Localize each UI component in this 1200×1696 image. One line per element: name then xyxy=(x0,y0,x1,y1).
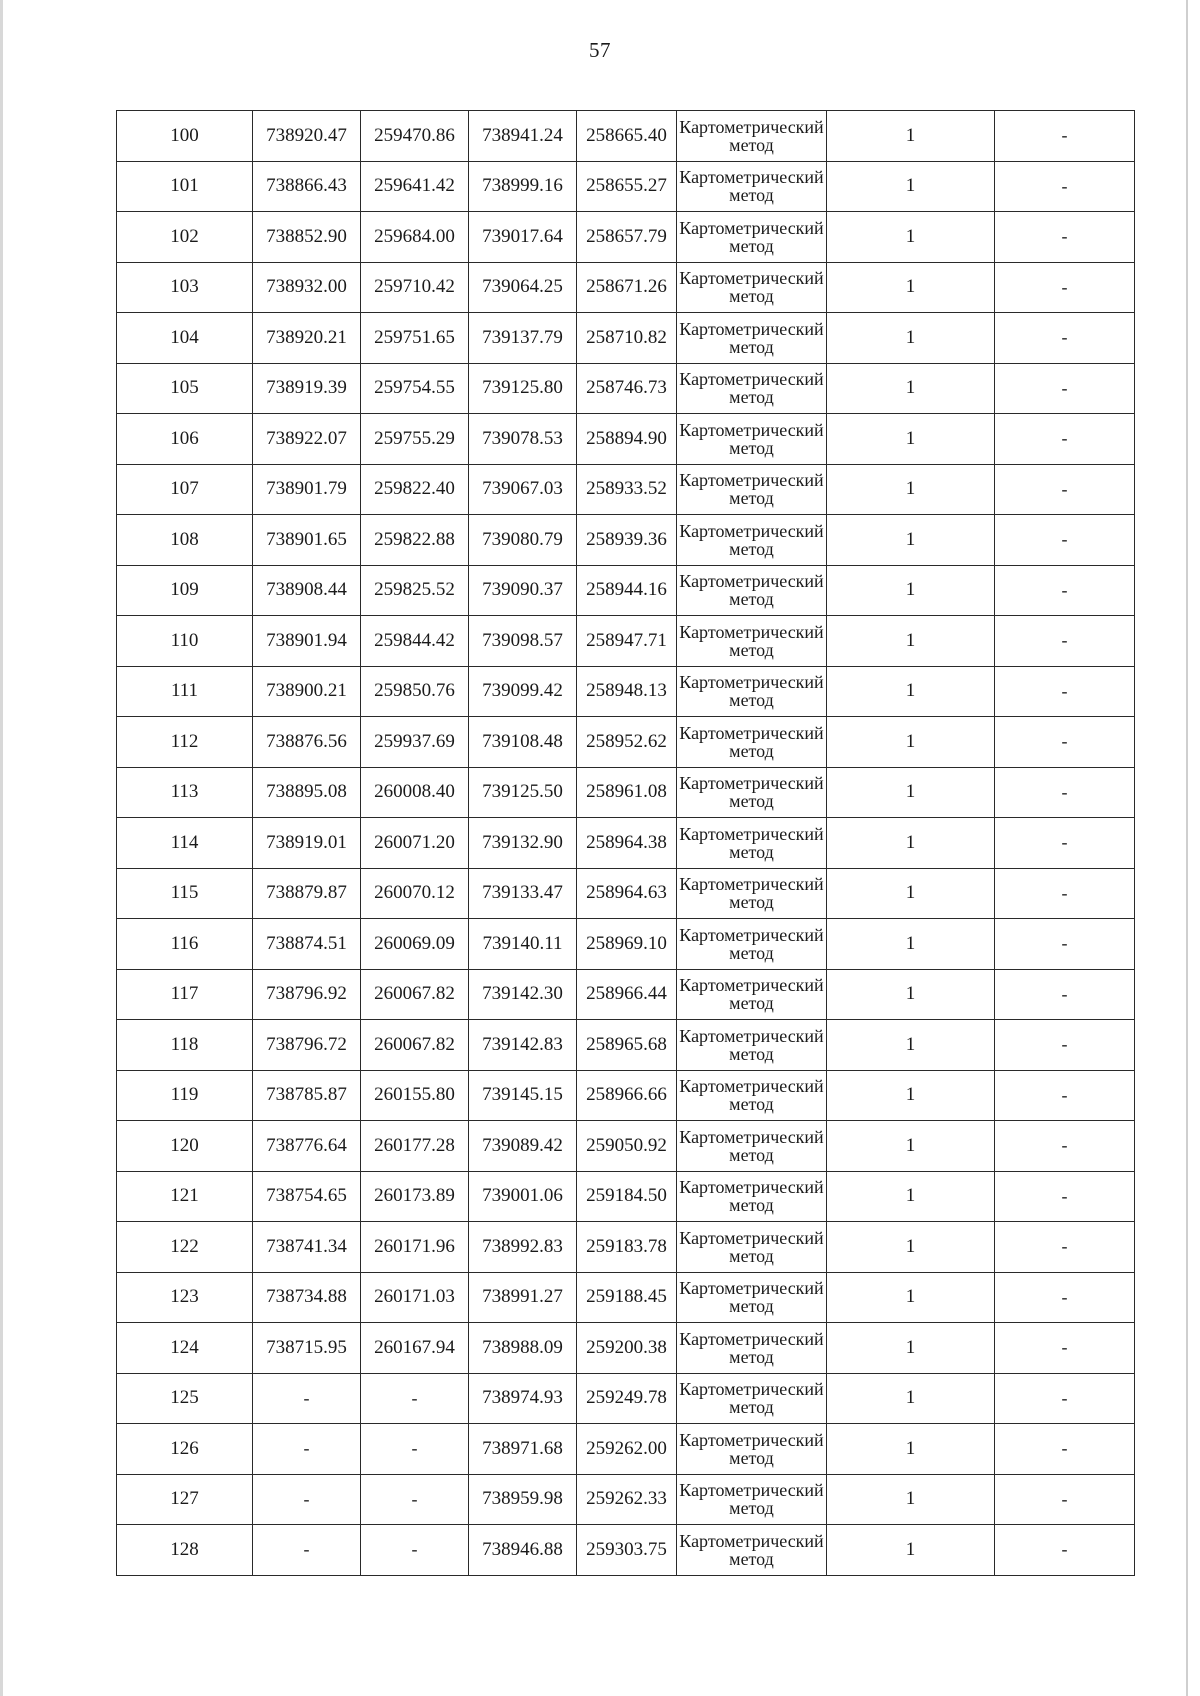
x-old-cell: - xyxy=(253,1525,361,1576)
x-new-cell: 739125.80 xyxy=(469,363,577,414)
y-old-cell: 260070.12 xyxy=(361,868,469,919)
method-cell: Картометрический метод xyxy=(677,1171,827,1222)
x-old-cell: 738876.56 xyxy=(253,717,361,768)
y-new-cell: 259249.78 xyxy=(577,1373,677,1424)
table-row xyxy=(117,717,1135,768)
x-old-cell: 738901.79 xyxy=(253,464,361,515)
x-new-cell: 738959.98 xyxy=(469,1474,577,1525)
method-cell: Картометрический метод xyxy=(677,1525,827,1576)
accuracy-cell: 1 xyxy=(827,1525,995,1576)
x-new-cell: 739133.47 xyxy=(469,868,577,919)
x-new-cell: 738971.68 xyxy=(469,1424,577,1475)
note-cell: - xyxy=(995,464,1135,515)
method-cell: Картометрический метод xyxy=(677,161,827,212)
x-new-cell: 739132.90 xyxy=(469,818,577,869)
note-cell: - xyxy=(995,1424,1135,1475)
note-cell: - xyxy=(995,1323,1135,1374)
y-new-cell: 259184.50 xyxy=(577,1171,677,1222)
x-old-cell: 738852.90 xyxy=(253,212,361,263)
y-old-cell: 260067.82 xyxy=(361,1020,469,1071)
y-new-cell: 258966.66 xyxy=(577,1070,677,1121)
note-cell: - xyxy=(995,767,1135,818)
scan-right-edge xyxy=(1186,0,1188,1696)
point-number-cell: 103 xyxy=(117,262,253,313)
point-number-cell: 126 xyxy=(117,1424,253,1475)
table-row xyxy=(117,1070,1135,1121)
table-row xyxy=(117,262,1135,313)
x-new-cell: 738974.93 xyxy=(469,1373,577,1424)
x-new-cell: 739142.30 xyxy=(469,969,577,1020)
point-number-cell: 101 xyxy=(117,161,253,212)
y-old-cell: 260171.96 xyxy=(361,1222,469,1273)
x-new-cell: 739137.79 xyxy=(469,313,577,364)
x-new-cell: 739140.11 xyxy=(469,919,577,970)
table-row xyxy=(117,1222,1135,1273)
x-old-cell: 738919.39 xyxy=(253,363,361,414)
note-cell: - xyxy=(995,565,1135,616)
x-new-cell: 739001.06 xyxy=(469,1171,577,1222)
y-new-cell: 259183.78 xyxy=(577,1222,677,1273)
method-cell: Картометрический метод xyxy=(677,565,827,616)
accuracy-cell: 1 xyxy=(827,212,995,263)
accuracy-cell: 1 xyxy=(827,868,995,919)
accuracy-cell: 1 xyxy=(827,1424,995,1475)
x-new-cell: 739098.57 xyxy=(469,616,577,667)
table-row xyxy=(117,1323,1135,1374)
y-new-cell: 258952.62 xyxy=(577,717,677,768)
x-old-cell: 738919.01 xyxy=(253,818,361,869)
method-cell: Картометрический метод xyxy=(677,1474,827,1525)
y-old-cell: - xyxy=(361,1424,469,1475)
table-row xyxy=(117,1020,1135,1071)
accuracy-cell: 1 xyxy=(827,1070,995,1121)
method-cell: Картометрический метод xyxy=(677,1373,827,1424)
point-number-cell: 124 xyxy=(117,1323,253,1374)
accuracy-cell: 1 xyxy=(827,1121,995,1172)
method-cell: Картометрический метод xyxy=(677,111,827,162)
method-cell: Картометрический метод xyxy=(677,414,827,465)
x-old-cell: 738715.95 xyxy=(253,1323,361,1374)
y-old-cell: 260167.94 xyxy=(361,1323,469,1374)
x-new-cell: 739108.48 xyxy=(469,717,577,768)
y-old-cell: 259822.40 xyxy=(361,464,469,515)
point-number-cell: 119 xyxy=(117,1070,253,1121)
y-old-cell: - xyxy=(361,1525,469,1576)
y-new-cell: 258966.44 xyxy=(577,969,677,1020)
x-old-cell: 738734.88 xyxy=(253,1272,361,1323)
point-number-cell: 120 xyxy=(117,1121,253,1172)
method-cell: Картометрический метод xyxy=(677,1070,827,1121)
note-cell: - xyxy=(995,1222,1135,1273)
point-number-cell: 106 xyxy=(117,414,253,465)
y-new-cell: 258746.73 xyxy=(577,363,677,414)
x-new-cell: 738999.16 xyxy=(469,161,577,212)
x-new-cell: 738988.09 xyxy=(469,1323,577,1374)
y-old-cell: - xyxy=(361,1373,469,1424)
point-number-cell: 112 xyxy=(117,717,253,768)
accuracy-cell: 1 xyxy=(827,313,995,364)
x-old-cell: 738901.65 xyxy=(253,515,361,566)
y-new-cell: 258894.90 xyxy=(577,414,677,465)
table-row xyxy=(117,1525,1135,1576)
note-cell: - xyxy=(995,515,1135,566)
point-number-cell: 118 xyxy=(117,1020,253,1071)
y-new-cell: 258657.79 xyxy=(577,212,677,263)
method-cell: Картометрический метод xyxy=(677,969,827,1020)
note-cell: - xyxy=(995,262,1135,313)
y-new-cell: 258969.10 xyxy=(577,919,677,970)
y-new-cell: 258964.38 xyxy=(577,818,677,869)
table-row xyxy=(117,666,1135,717)
note-cell: - xyxy=(995,111,1135,162)
accuracy-cell: 1 xyxy=(827,1323,995,1374)
x-new-cell: 738946.88 xyxy=(469,1525,577,1576)
note-cell: - xyxy=(995,818,1135,869)
note-cell: - xyxy=(995,969,1135,1020)
x-new-cell: 739064.25 xyxy=(469,262,577,313)
x-new-cell: 739017.64 xyxy=(469,212,577,263)
x-new-cell: 739145.15 xyxy=(469,1070,577,1121)
table-row xyxy=(117,1474,1135,1525)
table-row xyxy=(117,868,1135,919)
table-row xyxy=(117,363,1135,414)
y-new-cell: 258965.68 xyxy=(577,1020,677,1071)
table-row xyxy=(117,767,1135,818)
note-cell: - xyxy=(995,1525,1135,1576)
x-old-cell: 738796.92 xyxy=(253,969,361,1020)
y-new-cell: 259188.45 xyxy=(577,1272,677,1323)
y-old-cell: 259641.42 xyxy=(361,161,469,212)
point-number-cell: 115 xyxy=(117,868,253,919)
x-old-cell: - xyxy=(253,1373,361,1424)
point-number-cell: 109 xyxy=(117,565,253,616)
table-row xyxy=(117,919,1135,970)
note-cell: - xyxy=(995,1171,1135,1222)
point-number-cell: 104 xyxy=(117,313,253,364)
accuracy-cell: 1 xyxy=(827,1171,995,1222)
method-cell: Картометрический метод xyxy=(677,262,827,313)
accuracy-cell: 1 xyxy=(827,111,995,162)
y-old-cell: 259470.86 xyxy=(361,111,469,162)
note-cell: - xyxy=(995,1373,1135,1424)
y-new-cell: 259262.33 xyxy=(577,1474,677,1525)
point-number-cell: 110 xyxy=(117,616,253,667)
y-new-cell: 259262.00 xyxy=(577,1424,677,1475)
point-number-cell: 100 xyxy=(117,111,253,162)
method-cell: Картометрический метод xyxy=(677,767,827,818)
accuracy-cell: 1 xyxy=(827,969,995,1020)
accuracy-cell: 1 xyxy=(827,666,995,717)
note-cell: - xyxy=(995,868,1135,919)
y-new-cell: 258671.26 xyxy=(577,262,677,313)
x-new-cell: 739142.83 xyxy=(469,1020,577,1071)
point-number-cell: 111 xyxy=(117,666,253,717)
accuracy-cell: 1 xyxy=(827,262,995,313)
accuracy-cell: 1 xyxy=(827,1222,995,1273)
x-old-cell: - xyxy=(253,1424,361,1475)
x-new-cell: 739089.42 xyxy=(469,1121,577,1172)
point-number-cell: 127 xyxy=(117,1474,253,1525)
accuracy-cell: 1 xyxy=(827,1474,995,1525)
table-row xyxy=(117,1171,1135,1222)
y-old-cell: 259710.42 xyxy=(361,262,469,313)
note-cell: - xyxy=(995,616,1135,667)
point-number-cell: 107 xyxy=(117,464,253,515)
y-new-cell: 258961.08 xyxy=(577,767,677,818)
y-old-cell: 259822.88 xyxy=(361,515,469,566)
method-cell: Картометрический метод xyxy=(677,1222,827,1273)
accuracy-cell: 1 xyxy=(827,1272,995,1323)
coordinates-table xyxy=(116,110,1135,1576)
method-cell: Картометрический метод xyxy=(677,666,827,717)
y-new-cell: 258665.40 xyxy=(577,111,677,162)
y-old-cell: 260173.89 xyxy=(361,1171,469,1222)
table-row xyxy=(117,161,1135,212)
table-row xyxy=(117,565,1135,616)
x-old-cell: 738908.44 xyxy=(253,565,361,616)
method-cell: Картометрический метод xyxy=(677,818,827,869)
method-cell: Картометрический метод xyxy=(677,313,827,364)
x-new-cell: 738941.24 xyxy=(469,111,577,162)
table-row xyxy=(117,1121,1135,1172)
note-cell: - xyxy=(995,919,1135,970)
x-old-cell: - xyxy=(253,1474,361,1525)
accuracy-cell: 1 xyxy=(827,565,995,616)
method-cell: Картометрический метод xyxy=(677,363,827,414)
note-cell: - xyxy=(995,414,1135,465)
accuracy-cell: 1 xyxy=(827,464,995,515)
accuracy-cell: 1 xyxy=(827,1020,995,1071)
accuracy-cell: 1 xyxy=(827,919,995,970)
y-new-cell: 258655.27 xyxy=(577,161,677,212)
x-old-cell: 738895.08 xyxy=(253,767,361,818)
accuracy-cell: 1 xyxy=(827,767,995,818)
accuracy-cell: 1 xyxy=(827,515,995,566)
x-new-cell: 739067.03 xyxy=(469,464,577,515)
point-number-cell: 122 xyxy=(117,1222,253,1273)
y-old-cell: 260171.03 xyxy=(361,1272,469,1323)
x-old-cell: 738900.21 xyxy=(253,666,361,717)
point-number-cell: 123 xyxy=(117,1272,253,1323)
y-old-cell: 260069.09 xyxy=(361,919,469,970)
table-row xyxy=(117,414,1135,465)
point-number-cell: 105 xyxy=(117,363,253,414)
point-number-cell: 125 xyxy=(117,1373,253,1424)
method-cell: Картометрический метод xyxy=(677,616,827,667)
table-row xyxy=(117,1373,1135,1424)
y-old-cell: 259684.00 xyxy=(361,212,469,263)
x-old-cell: 738754.65 xyxy=(253,1171,361,1222)
y-new-cell: 259200.38 xyxy=(577,1323,677,1374)
x-new-cell: 739080.79 xyxy=(469,515,577,566)
accuracy-cell: 1 xyxy=(827,1373,995,1424)
note-cell: - xyxy=(995,212,1135,263)
y-new-cell: 258944.16 xyxy=(577,565,677,616)
y-old-cell: 260177.28 xyxy=(361,1121,469,1172)
x-new-cell: 739078.53 xyxy=(469,414,577,465)
table-row xyxy=(117,111,1135,162)
y-old-cell: - xyxy=(361,1474,469,1525)
table-row xyxy=(117,1272,1135,1323)
point-number-cell: 128 xyxy=(117,1525,253,1576)
y-old-cell: 259937.69 xyxy=(361,717,469,768)
accuracy-cell: 1 xyxy=(827,161,995,212)
y-new-cell: 258933.52 xyxy=(577,464,677,515)
point-number-cell: 113 xyxy=(117,767,253,818)
x-new-cell: 739099.42 xyxy=(469,666,577,717)
y-new-cell: 258939.36 xyxy=(577,515,677,566)
x-old-cell: 738920.47 xyxy=(253,111,361,162)
y-new-cell: 259050.92 xyxy=(577,1121,677,1172)
coordinates-table-body xyxy=(117,111,1135,1576)
table-row xyxy=(117,515,1135,566)
note-cell: - xyxy=(995,161,1135,212)
method-cell: Картометрический метод xyxy=(677,1272,827,1323)
table-row xyxy=(117,969,1135,1020)
point-number-cell: 116 xyxy=(117,919,253,970)
y-old-cell: 260008.40 xyxy=(361,767,469,818)
x-old-cell: 738879.87 xyxy=(253,868,361,919)
method-cell: Картометрический метод xyxy=(677,464,827,515)
x-new-cell: 739125.50 xyxy=(469,767,577,818)
note-cell: - xyxy=(995,666,1135,717)
y-new-cell: 258948.13 xyxy=(577,666,677,717)
method-cell: Картометрический метод xyxy=(677,1323,827,1374)
point-number-cell: 102 xyxy=(117,212,253,263)
page-number: 57 xyxy=(589,38,611,62)
note-cell: - xyxy=(995,363,1135,414)
y-new-cell: 259303.75 xyxy=(577,1525,677,1576)
scan-left-edge xyxy=(0,0,3,1696)
y-new-cell: 258710.82 xyxy=(577,313,677,364)
table-row xyxy=(117,212,1135,263)
x-old-cell: 738776.64 xyxy=(253,1121,361,1172)
x-old-cell: 738785.87 xyxy=(253,1070,361,1121)
y-old-cell: 260067.82 xyxy=(361,969,469,1020)
method-cell: Картометрический метод xyxy=(677,919,827,970)
method-cell: Картометрический метод xyxy=(677,1121,827,1172)
y-old-cell: 259825.52 xyxy=(361,565,469,616)
note-cell: - xyxy=(995,1272,1135,1323)
x-old-cell: 738796.72 xyxy=(253,1020,361,1071)
note-cell: - xyxy=(995,1070,1135,1121)
note-cell: - xyxy=(995,313,1135,364)
y-new-cell: 258947.71 xyxy=(577,616,677,667)
method-cell: Картометрический метод xyxy=(677,212,827,263)
x-old-cell: 738901.94 xyxy=(253,616,361,667)
y-old-cell: 259751.65 xyxy=(361,313,469,364)
x-new-cell: 738991.27 xyxy=(469,1272,577,1323)
x-old-cell: 738922.07 xyxy=(253,414,361,465)
point-number-cell: 114 xyxy=(117,818,253,869)
table-row xyxy=(117,313,1135,364)
y-old-cell: 259844.42 xyxy=(361,616,469,667)
table-row xyxy=(117,616,1135,667)
x-old-cell: 738920.21 xyxy=(253,313,361,364)
note-cell: - xyxy=(995,1121,1135,1172)
method-cell: Картометрический метод xyxy=(677,717,827,768)
method-cell: Картометрический метод xyxy=(677,868,827,919)
y-old-cell: 259754.55 xyxy=(361,363,469,414)
table-row xyxy=(117,1424,1135,1475)
point-number-cell: 117 xyxy=(117,969,253,1020)
x-new-cell: 739090.37 xyxy=(469,565,577,616)
accuracy-cell: 1 xyxy=(827,616,995,667)
x-new-cell: 738992.83 xyxy=(469,1222,577,1273)
y-old-cell: 259755.29 xyxy=(361,414,469,465)
x-old-cell: 738874.51 xyxy=(253,919,361,970)
table-row xyxy=(117,464,1135,515)
note-cell: - xyxy=(995,1020,1135,1071)
note-cell: - xyxy=(995,717,1135,768)
y-old-cell: 259850.76 xyxy=(361,666,469,717)
accuracy-cell: 1 xyxy=(827,717,995,768)
method-cell: Картометрический метод xyxy=(677,515,827,566)
accuracy-cell: 1 xyxy=(827,363,995,414)
point-number-cell: 121 xyxy=(117,1171,253,1222)
x-old-cell: 738932.00 xyxy=(253,262,361,313)
x-old-cell: 738741.34 xyxy=(253,1222,361,1273)
method-cell: Картометрический метод xyxy=(677,1020,827,1071)
y-old-cell: 260071.20 xyxy=(361,818,469,869)
accuracy-cell: 1 xyxy=(827,414,995,465)
note-cell: - xyxy=(995,1474,1135,1525)
y-new-cell: 258964.63 xyxy=(577,868,677,919)
method-cell: Картометрический метод xyxy=(677,1424,827,1475)
x-old-cell: 738866.43 xyxy=(253,161,361,212)
accuracy-cell: 1 xyxy=(827,818,995,869)
table-row xyxy=(117,818,1135,869)
point-number-cell: 108 xyxy=(117,515,253,566)
y-old-cell: 260155.80 xyxy=(361,1070,469,1121)
